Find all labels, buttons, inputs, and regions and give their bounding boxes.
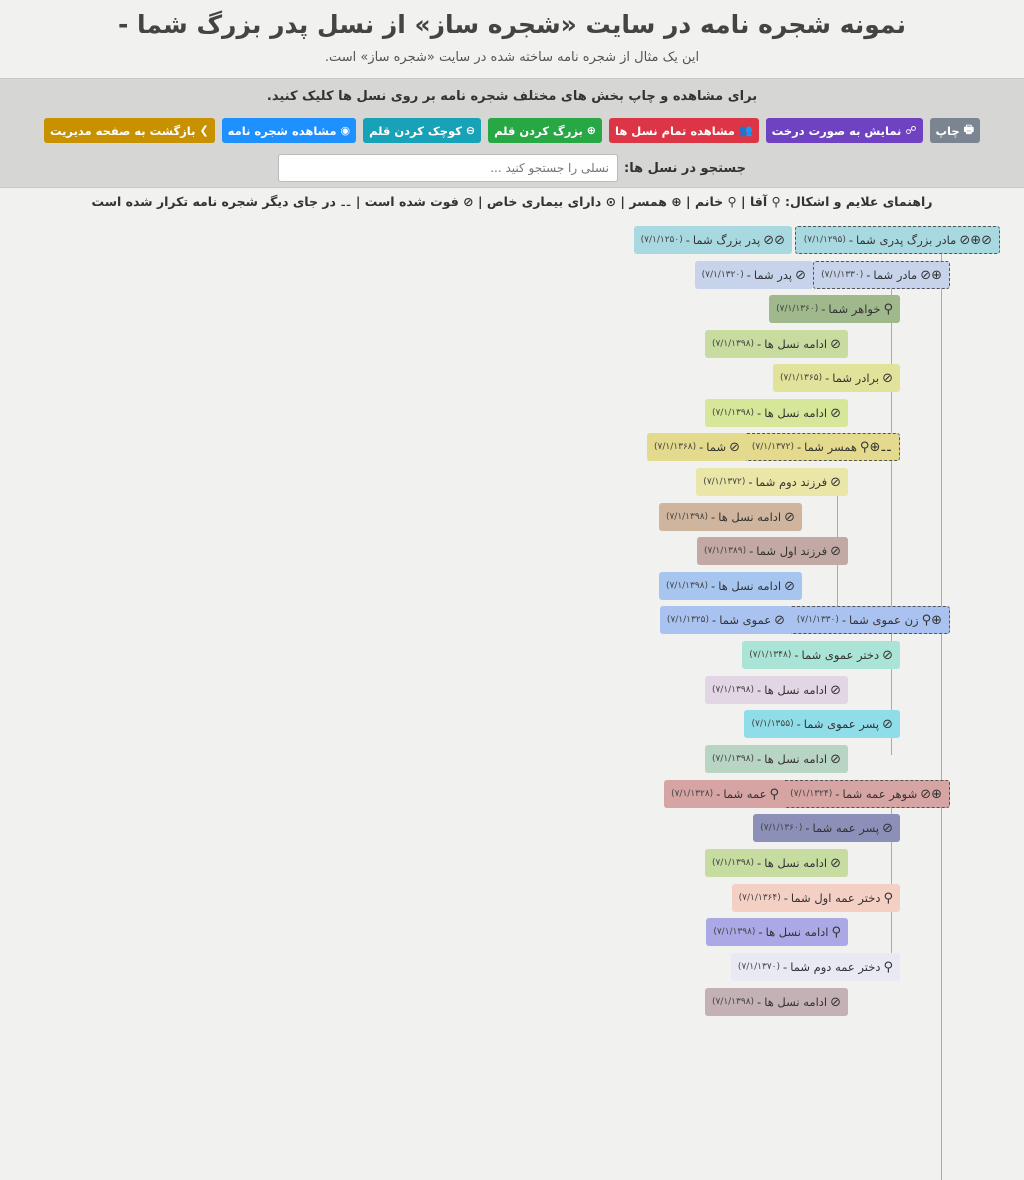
page-header — [0, 0, 1024, 78]
tree-node[interactable] — [789, 606, 950, 634]
node-name: پدر بزرگ شما — [692, 233, 761, 247]
tree-node[interactable] — [742, 641, 900, 669]
node-date: (۷/۱/۱۳۲۴) — [790, 789, 833, 799]
search-row — [0, 154, 1024, 182]
users-icon: 👥 — [738, 124, 753, 137]
toolbar — [0, 118, 1024, 143]
search-input[interactable] — [278, 154, 618, 182]
node-date: (۷/۱/۱۳۶۸) — [654, 442, 697, 452]
node-name: عمه شما — [723, 787, 767, 801]
node-name: پدر شما — [753, 268, 793, 282]
tree-node[interactable] — [705, 745, 848, 773]
node-name: ادامه نسل ها — [718, 579, 782, 593]
node-name: شوهر عمه شما — [842, 787, 918, 801]
node-name: ادامه نسل ها — [764, 406, 828, 420]
node-separator: - — [711, 510, 716, 524]
status-icon: ⊘ — [882, 716, 893, 732]
tree-node[interactable] — [782, 780, 950, 808]
node-separator: - — [835, 787, 840, 801]
tree-connector-line — [891, 460, 892, 580]
node-separator: - — [712, 613, 717, 627]
status-icon: ⊘ — [784, 509, 795, 525]
page-title: نمونه شجره نامه در سایت «شجره ساز» از نسل پدر بزرگ شما - — [117, 10, 907, 39]
status-icon: ⊘⊘ — [763, 232, 785, 248]
node-separator: - — [746, 268, 751, 282]
node-separator: - — [783, 891, 788, 905]
status-icon: ⚲ — [883, 301, 893, 317]
node-separator: - — [757, 406, 762, 420]
node-date: (۷/۱/۱۳۶۰) — [776, 304, 819, 314]
status-icon: ⊘ — [784, 578, 795, 594]
node-separator: - — [685, 233, 690, 247]
tree-node[interactable] — [695, 261, 813, 289]
node-name: دختر عموی شما — [801, 648, 880, 662]
node-separator: - — [748, 475, 753, 489]
status-icon: ⊕⊘ — [920, 267, 942, 283]
print-button[interactable]: 🖶 چاپ — [930, 118, 981, 143]
node-separator: - — [757, 752, 762, 766]
node-name: ادامه نسل ها — [764, 856, 828, 870]
tree-node[interactable] — [753, 814, 900, 842]
status-icon: ⚲ — [883, 890, 893, 906]
node-name: خواهر شما — [828, 302, 881, 316]
status-icon: ⊕⊘ — [920, 786, 942, 802]
node-separator: - — [866, 268, 871, 282]
node-name: همسر شما — [804, 440, 857, 454]
node-date: (۷/۱/۱۳۹۸) — [711, 997, 755, 1007]
node-date: (۷/۱/۱۳۶۵) — [779, 373, 823, 383]
tree-node[interactable] — [744, 710, 900, 738]
status-icon: ⊘ — [830, 751, 841, 767]
node-name: زن عموی شما — [849, 613, 919, 627]
tree-node[interactable] — [705, 330, 848, 358]
status-icon: ⚲ — [769, 786, 779, 802]
status-icon: ⚋⊕⚲ — [859, 439, 892, 455]
status-icon: ⚲ — [831, 924, 841, 940]
node-separator: - — [749, 544, 754, 558]
status-icon: ⊘ — [795, 267, 806, 283]
node-date: (۷/۱/۱۳۹۸) — [711, 408, 755, 418]
node-date: (۷/۱/۱۳۸۹) — [703, 546, 747, 556]
tree-node[interactable] — [705, 676, 848, 704]
status-icon: ⊘ — [830, 543, 841, 559]
node-separator: - — [783, 960, 788, 974]
node-name: برادر شما — [832, 371, 880, 385]
node-separator: - — [757, 856, 762, 870]
zoom-out-icon: ⊖ — [465, 124, 476, 137]
status-icon: ⊘ — [830, 682, 841, 698]
node-name: پسر عموی شما — [803, 717, 880, 731]
eye-icon: ◉ — [340, 124, 351, 137]
tree-node[interactable] — [705, 399, 848, 427]
tree-node[interactable] — [705, 849, 848, 877]
tree-node[interactable] — [696, 468, 848, 496]
node-separator: - — [757, 337, 762, 351]
node-date: (۷/۱/۱۳۹۸) — [711, 754, 755, 764]
tree-node[interactable] — [731, 953, 900, 981]
legend: راهنمای علایم و اشکال: ⚲ آقا | ⚲ خانم | ⊕ همسر | ⊙ دارای بیماری خاص | ⊘ فوت شده است | ⚋ در جای دیگر شجره نامه تکرار شده است — [91, 194, 933, 209]
node-date: (۷/۱/۱۳۹۸) — [713, 927, 756, 937]
node-date: (۷/۱/۱۳۳۰) — [796, 615, 839, 625]
node-date: (۷/۱/۱۳۶۰) — [760, 823, 803, 833]
tree-node[interactable] — [773, 364, 900, 392]
status-icon: ⊘ — [830, 474, 841, 490]
status-icon: ⊘ — [830, 994, 841, 1010]
node-name: عموی شما — [719, 613, 772, 627]
node-separator: - — [699, 440, 704, 454]
node-separator: - — [796, 717, 801, 731]
node-name: مادر شما — [873, 268, 918, 282]
node-separator: - — [716, 787, 721, 801]
node-date: (۷/۱/۱۳۹۸) — [711, 858, 755, 868]
node-date: (۷/۱/۱۳۳۰) — [821, 270, 864, 280]
node-date: (۷/۱/۱۳۷۲) — [703, 477, 746, 487]
node-date: (۷/۱/۱۳۹۸) — [711, 339, 755, 349]
status-icon: ⊘ — [882, 370, 893, 386]
tree-node[interactable] — [664, 780, 786, 808]
node-name: فرزند دوم شما — [755, 475, 828, 489]
node-name: مادر بزرگ پدری شما — [856, 233, 957, 247]
status-icon: ⊘ — [774, 612, 785, 628]
status-icon: ⊘ — [830, 336, 841, 352]
tree-node[interactable] — [706, 918, 848, 946]
node-date: (۷/۱/۱۳۲۰) — [701, 270, 744, 280]
node-name: دختر عمه اول شما — [790, 891, 881, 905]
node-name: ادامه نسل ها — [764, 337, 828, 351]
status-icon: ⊘⊕⊘ — [959, 232, 992, 248]
status-icon: ⊘ — [882, 820, 893, 836]
node-separator: - — [797, 440, 802, 454]
tree-node[interactable] — [813, 261, 950, 289]
tree-node[interactable] — [769, 295, 900, 323]
node-separator: - — [841, 613, 847, 627]
node-name: پسر عمه شما — [812, 821, 880, 835]
page-subtitle: این یک مثال از شجره نامه ساخته شده در سایت «شجره ساز» است. — [324, 50, 700, 65]
node-date: (۷/۱/۱۳۷۰) — [737, 962, 781, 972]
tree-node[interactable] — [647, 433, 747, 461]
node-name: دختر عمه دوم شما — [790, 960, 881, 974]
sitemap-icon: ☍ — [905, 124, 917, 137]
status-icon: ⊘ — [830, 405, 841, 421]
node-date: (۷/۱/۱۲۵۰) — [640, 235, 683, 245]
tree-node[interactable] — [634, 226, 792, 254]
node-separator: - — [757, 995, 762, 1009]
node-name: ادامه نسل ها — [764, 683, 828, 697]
tree-node[interactable] — [697, 537, 848, 565]
zoom-in-icon: ⊕ — [586, 124, 597, 137]
node-name: فرزند اول شما — [756, 544, 828, 558]
status-icon: ⚲ — [883, 959, 893, 975]
status-icon: ⊘ — [729, 439, 740, 455]
tree-connector-line — [941, 254, 942, 1180]
node-separator: - — [848, 233, 854, 247]
tree-node[interactable] — [659, 572, 802, 600]
node-name: ادامه نسل ها — [718, 510, 782, 524]
printer-icon: 🖶 — [963, 123, 975, 136]
node-date: (۷/۱/۱۳۵۵) — [751, 719, 794, 729]
control-panel — [0, 78, 1024, 188]
search-label: جستجو در نسل ها: — [624, 160, 746, 176]
view-family-tree-button[interactable]: ◉ مشاهده شجره نامه — [222, 118, 356, 143]
all-generations-button[interactable]: 👥 مشاهده تمام نسل ها — [609, 118, 759, 143]
status-icon: ⊘ — [882, 647, 893, 663]
node-separator: - — [711, 579, 716, 593]
tree-node[interactable] — [659, 503, 802, 531]
node-date: (۷/۱/۱۳۹۸) — [665, 581, 709, 591]
node-name: شما — [706, 440, 727, 454]
chevron-right-circle-icon: ❯ — [199, 124, 209, 137]
node-separator: - — [758, 925, 763, 939]
tree-node[interactable] — [660, 606, 792, 634]
node-date: (۷/۱/۱۳۲۵) — [666, 615, 710, 625]
node-separator: - — [757, 683, 762, 697]
node-date: (۷/۱/۱۳۶۴) — [738, 893, 781, 903]
node-separator: - — [825, 371, 830, 385]
decrease-font-button[interactable]: ⊖ کوچک کردن قلم — [363, 118, 481, 143]
node-separator: - — [821, 302, 826, 316]
tree-view-button[interactable]: ☍ نمایش به صورت درخت — [766, 118, 923, 143]
node-date: (۷/۱/۱۳۹۸) — [711, 685, 755, 695]
node-date: (۷/۱/۱۳۷۲) — [751, 442, 794, 452]
node-separator: - — [794, 648, 799, 662]
node-name: ادامه نسل ها — [764, 752, 828, 766]
node-date: (۷/۱/۱۲۹۵) — [803, 235, 846, 245]
node-separator: - — [805, 821, 810, 835]
status-icon: ⊕⚲ — [921, 612, 942, 628]
status-icon: ⊘ — [830, 855, 841, 871]
node-date: (۷/۱/۱۳۲۸) — [671, 789, 714, 799]
node-name: ادامه نسل ها — [764, 995, 828, 1009]
back-to-admin-button[interactable]: ❯ بازگشت به صفحه مدیریت — [44, 118, 215, 143]
tree-node[interactable] — [705, 988, 848, 1016]
increase-font-button[interactable]: ⊕ بزرگ کردن قلم — [488, 118, 602, 143]
tree-node[interactable] — [732, 884, 900, 912]
tree-node[interactable] — [795, 226, 1000, 254]
tree-node[interactable] — [744, 433, 900, 461]
node-name: ادامه نسل ها — [765, 925, 829, 939]
panel-instruction: برای مشاهده و چاپ بخش های مختلف شجره نامه بر روی نسل ها کلیک کنید. — [266, 89, 758, 104]
node-date: (۷/۱/۱۳۹۸) — [665, 512, 709, 522]
node-date: (۷/۱/۱۳۴۸) — [749, 650, 792, 660]
